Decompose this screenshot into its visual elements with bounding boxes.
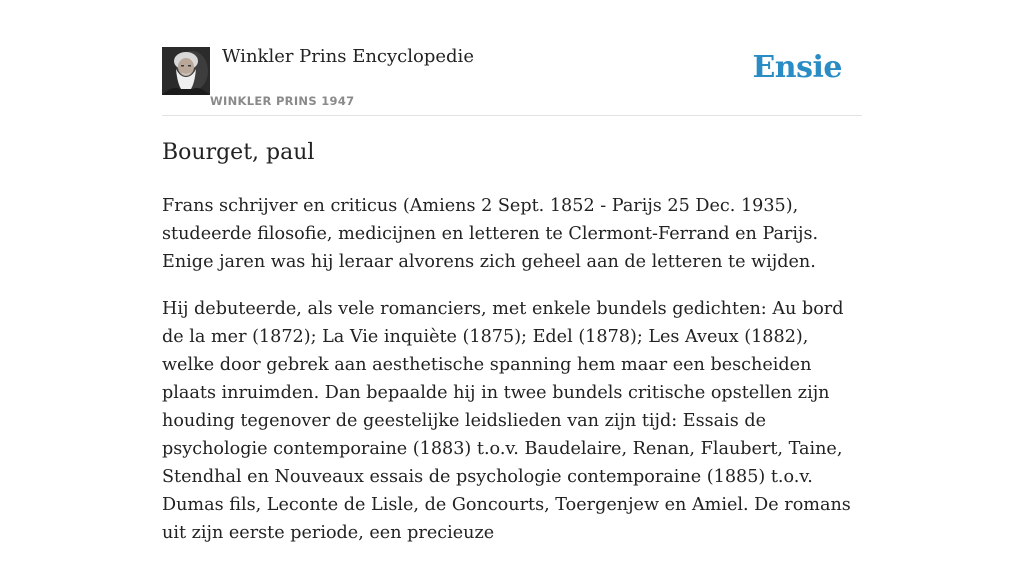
article-title: Bourget, paul [162, 140, 315, 165]
ensie-logo[interactable]: Ensie [752, 50, 842, 85]
article-paragraph: Hij debuteerde, als vele romanciers, met enkele bundels gedichten: Au bord de la mer (1872); La Vie inquiète (1875); Edel (1878); Les Aveux (1882), welke door gebrek aan aesthetische spanning hem maar een bescheiden plaats inruimden. Dan bepaalde hij in twee bundels critische opstellen zijn houding tegenover de geestelijke leidslieden van zijn tijd: Essais de psychologie contemporaine (1883) t.o.v. Baudelaire, Renan, Flaubert, Taine, Stendhal en Nouveaux essais de psychologie contemporaine (1885) t.o.v. Dumas fils, Leconte de Lisle, de Goncourts, Toergenjew en Amiel. De romans uit zijn eerste periode, een precieuze [162, 299, 851, 543]
article-body [162, 192, 862, 566]
source-edition: WINKLER PRINS 1947 [210, 94, 355, 108]
avatar[interactable] [162, 47, 210, 95]
article-paragraph: Frans schrijver en criticus (Amiens 2 Sept. 1852 - Parijs 25 Dec. 1935), studeerde filosofie, medicijnen en letteren te Clermont-Ferrand en Parijs. Enige jaren was hij leraar alvorens zich geheel aan de letteren te wijden. [162, 196, 819, 272]
bearded-man-portrait-icon [162, 47, 210, 95]
source-title[interactable]: Winkler Prins Encyclopedie [222, 46, 474, 67]
source-header [162, 46, 862, 116]
